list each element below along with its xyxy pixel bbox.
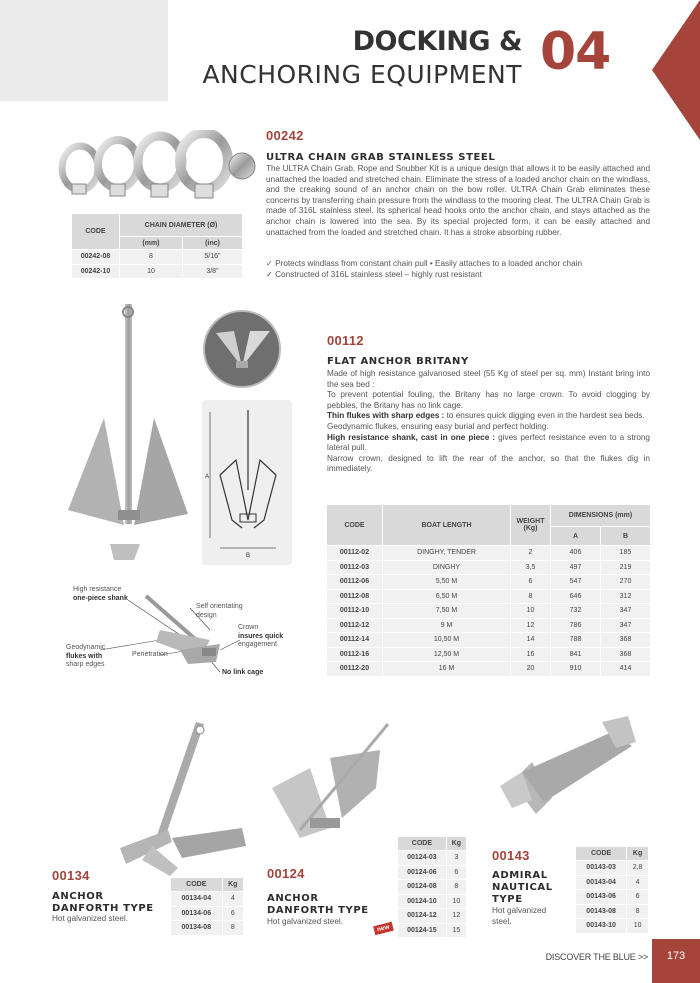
p134-code: 00134 — [52, 868, 90, 883]
p124-title-1: ANCHOR — [267, 893, 319, 904]
britany-table: CODE BOAT LENGTH WEIGHT (Kg) DIMENSIONS (mm) A B 00112-02 DINGHY, TENDER 2 406 185 00112-03 DINGHY 3,5 497 219 00112-06 5,50 M 6 547 270 00112-08 6,50 M 8 646 312 00112-10 7,50 M 10 732 347 00112-12 9 M 12 786 347 00112-14 10,50 M 14 788 368 00112-16 12,50 M 16 841 368 00112-20 16 M 20 910 414 — [326, 504, 651, 677]
p134-table: CODE Kg 00134-04 4 00134-06 6 00134-08 8 — [170, 877, 244, 936]
chain-grab-bullet-1: ✓ Protects windlass from constant chain pull • Easily attaches to a loaded anchor chain — [266, 259, 583, 268]
dim-b-label: B — [246, 553, 251, 559]
table-row: 00112-10 7,50 M 10 732 347 — [327, 604, 651, 619]
table-row: 00124-10 10 — [398, 894, 467, 909]
table-row: 00124-06 6 — [398, 865, 467, 880]
admiral-00143-image — [492, 712, 642, 832]
p143-title-2: NAUTICAL — [492, 882, 553, 893]
table-row: 00124-08 8 — [398, 880, 467, 895]
p124-title-2: DANFORTH TYPE — [267, 905, 369, 916]
p124-description: Hot galvanized steel. — [267, 917, 344, 926]
table-row: 00242-10 10 3/8" — [72, 264, 243, 279]
new-badge: new — [373, 922, 393, 935]
label-penetration: Penetration — [132, 651, 168, 658]
table-row: 00112-06 5,50 M 6 547 270 — [327, 575, 651, 590]
table-row: 00112-14 10,50 M 14 788 368 — [327, 633, 651, 648]
table-row: 00134-04 4 — [171, 892, 244, 907]
table-row: 00143-03 2,8 — [576, 861, 649, 876]
header-chevron-icon — [650, 0, 700, 140]
header-title-line1: DOCKING & — [352, 26, 522, 57]
danforth-00124-image — [270, 718, 395, 848]
table-row: 00143-08 8 — [576, 904, 649, 919]
dim-a-label: A — [205, 474, 210, 480]
p143-code: 00143 — [492, 848, 530, 863]
header-title-line2: ANCHORING EQUIPMENT — [202, 60, 522, 89]
label-crown: Crown insures quick engagement — [238, 624, 284, 648]
table-row: 00134-08 8 — [171, 921, 244, 936]
table-row: 00124-15 15 — [398, 923, 467, 938]
chain-grab-code: 00242 — [266, 128, 304, 143]
table-row: 00112-16 12,50 M 16 841 368 — [327, 647, 651, 662]
header-gray-block — [0, 0, 168, 101]
p143-description-1: Hot galvanized — [492, 906, 547, 915]
p143-description-2: steel. — [492, 917, 512, 926]
table-row: 00112-20 16 M 20 910 414 — [327, 662, 651, 677]
table-row: 00124-12 12 — [398, 909, 467, 924]
section-number: 04 — [540, 22, 611, 82]
britany-anchor-image — [62, 300, 197, 565]
table-row: 00143-10 10 — [576, 919, 649, 934]
britany-title: FLAT ANCHOR BRITANY — [327, 356, 469, 367]
britany-code: 00112 — [327, 333, 364, 348]
chain-grab-title: ULTRA CHAIN GRAB STAINLESS STEEL — [266, 152, 496, 163]
chain-grab-table: CODE CHAIN DIAMETER (Ø) (mm) (inc) 00242-08 8 5/16" 00242-10 10 3/8" — [71, 213, 243, 279]
danforth-00134-image — [112, 718, 252, 880]
p124-code: 00124 — [267, 866, 305, 881]
p143-title-1: ADMIRAL — [492, 870, 548, 881]
p134-title-1: ANCHOR — [52, 891, 104, 902]
table-row: 00134-06 6 — [171, 906, 244, 921]
britany-detail-image — [202, 309, 282, 389]
table-row: 00112-12 9 M 12 786 347 — [327, 618, 651, 633]
table-row: 00242-08 8 5/16" — [72, 250, 243, 265]
table-row: 00112-02 DINGHY, TENDER 2 406 185 — [327, 546, 651, 561]
britany-dimension-diagram — [202, 400, 292, 565]
p134-description: Hot galvanized steel. — [52, 914, 129, 923]
p143-title-3: TYPE — [492, 894, 523, 905]
footer-link[interactable]: DISCOVER THE BLUE >> — [545, 952, 648, 962]
britany-description: Made of high resistance galvanosed steel (55 Kg of steel per sq. mm) Instant bring into the sea bed : To prevent potential fouling, the Britany has no large crown. To avoid clogging by pebbles, the Britany has no link cage. Thin flukes with sharp edges : to ensures quick digging even in the hardest sea beds. Geodynamic flukes, ensuring easy burial and perfect holding. High resistance shank, cast in one piece : gives perfect resistance even to a strong lateral pull. Narrow crown, designed to lift the rear of the anchor, so that the flukes dig in immediately. — [327, 369, 650, 474]
table-row: 00112-08 6,50 M 8 646 312 — [327, 589, 651, 604]
p124-table: CODE Kg 00124-03 3 00124-06 6 00124-08 8 00124-10 10 00124-12 12 00124-15 15 — [397, 836, 467, 938]
table-row: 00112-03 DINGHY 3,5 497 219 — [327, 560, 651, 575]
p143-table: CODE Kg 00143-03 2,8 00143-04 4 00143-06 6 00143-08 8 00143-10 10 — [575, 846, 649, 934]
label-self-orientating: Self orientating design — [196, 603, 243, 619]
p134-title-2: DANFORTH TYPE — [52, 903, 154, 914]
table-row: 00143-06 6 — [576, 890, 649, 905]
label-no-link-cage: No link cage — [222, 669, 264, 676]
table-row: 00124-03 3 — [398, 851, 467, 866]
page-number: 173 — [652, 939, 700, 983]
chain-grab-bullet-2: ✓ Constructed of 316L stainless steel – highly rust resistant — [266, 270, 482, 279]
chain-grab-description: The ULTRA Chain Grab, Rope and Snubber Kit is a unique design that allows it to be easily attached and unattached the loaded and stretched chain. Eliminate the stress of a loaded anchor chain on the windlass, and the creaking sound of an anchor chain on the bow roller. ULTRA Chain Grab eliminates these concerns by transferring chain pressure from the windlass to the mooring cleat. The ULTRA Chain Grab is made of 316L stainless steel. Its spherical head hooks onto the anchor chain, and stays attached as the anchor chain is lowered into the sea. By its special projected form, it can be easily attached and unattached from the loaded and stretched chain. It has a stroke absorbing rubber. — [266, 164, 650, 237]
chain-grab-image — [58, 130, 258, 200]
label-geodynamic: Geodynamic flukes with sharp edges — [66, 644, 106, 668]
label-shank: High resistance one-piece shank — [73, 586, 128, 602]
table-row: 00143-04 4 — [576, 875, 649, 890]
